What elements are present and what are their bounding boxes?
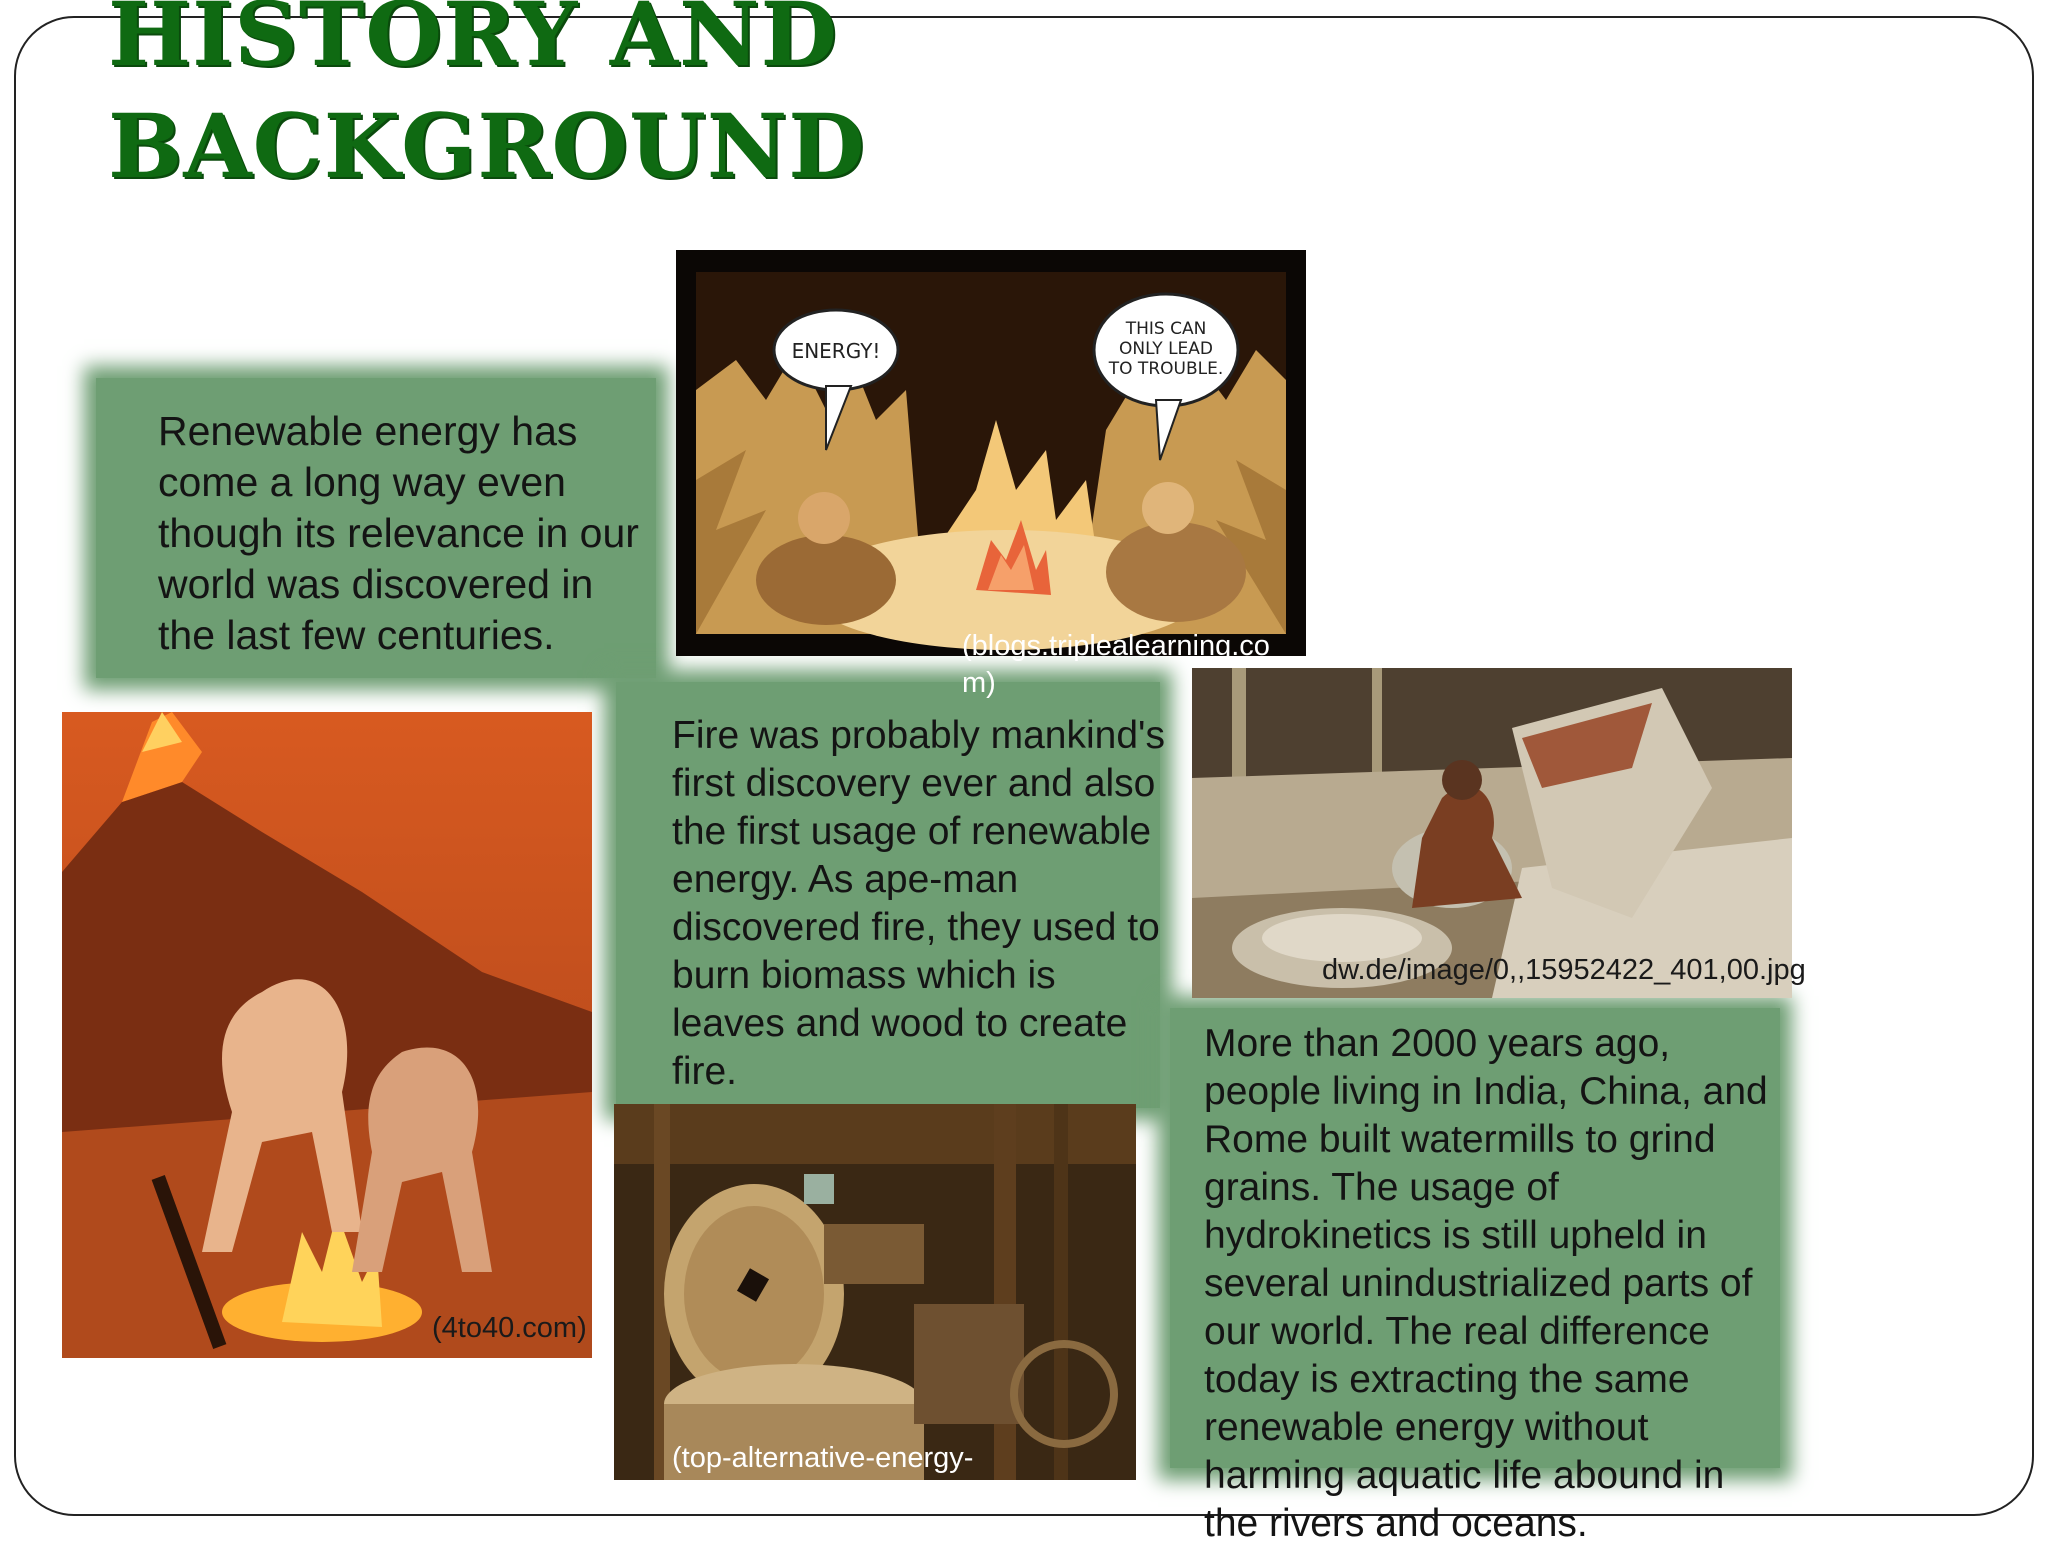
title-line-2: BACKGROUND <box>108 94 866 198</box>
bubble-trouble-line-3: TO TROUBLE. <box>1108 359 1224 379</box>
fire-text: Fire was probably mankind's first discovery ever and also the first usage of renewable energy. As ape-man discovered fire, they used to burn biomass which is leaves and wood to create fire. <box>672 714 1165 1093</box>
caveman-fire-cartoon <box>676 250 1306 656</box>
intro-text: Renewable energy has come a long way even though its relevance in our world was discovered in the last few centuries. <box>158 408 639 658</box>
grain-mill-photo <box>1192 668 1792 998</box>
bubble-energy: ENERGY! <box>791 339 881 363</box>
slide-title <box>108 0 866 202</box>
ape-men-fire-photo <box>62 712 592 1358</box>
cartoon-caption: (blogs.triplealearning.com) <box>962 630 1270 699</box>
bubble-trouble-line-2: ONLY LEAD <box>1118 339 1214 359</box>
title-line-1: HISTORY AND <box>108 0 838 86</box>
fire-photo-caption: (4to40.com) <box>432 1312 587 1344</box>
watermill-interior-photo <box>614 1104 1136 1480</box>
grain-photo-caption: dw.de/image/0,,15952422_401,00.jpg <box>1322 954 1806 986</box>
watermill-text: More than 2000 years ago, people living in India, China, and Rome built watermills to grind grains. The usage of hydrokinetics is still upheld in several unindustrialized parts of our world. The real difference today is extracting the same renewable energy without harming aquatic life abound in the rivers and oceans. <box>1204 1022 1768 1545</box>
watermill-photo-caption: (top-alternative-energy- <box>672 1442 974 1474</box>
bubble-trouble-line-1: THIS CAN <box>1125 319 1207 339</box>
